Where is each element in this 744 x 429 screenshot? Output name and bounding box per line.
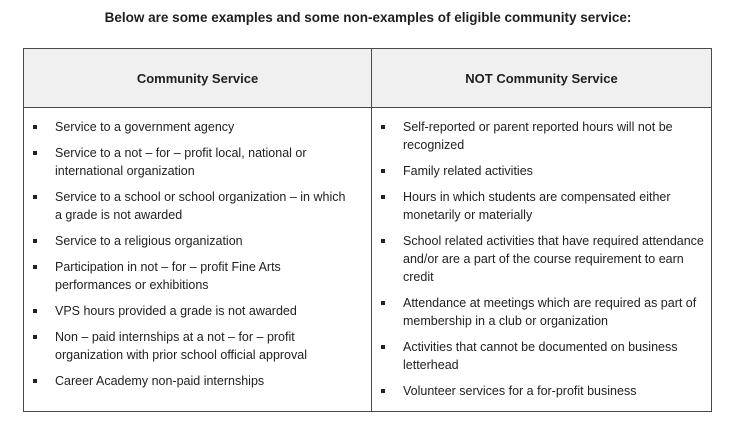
list-item: Service to a religious organization: [24, 232, 354, 250]
list-item: Family related activities: [372, 162, 708, 180]
list-item: Service to a school or school organization – in which a grade is not awarded: [24, 188, 354, 224]
header-divider: [24, 107, 711, 108]
not-community-service-list: [372, 118, 708, 408]
list-item: Self-reported or parent reported hours will not be recognized: [372, 118, 708, 154]
community-service-list: [24, 118, 354, 398]
list-item: Non – paid internships at a not – for – profit organization with prior school official approval: [24, 328, 354, 364]
list-item: Service to a not – for – profit local, national or international organization: [24, 144, 354, 180]
list-item: Participation in not – for – profit Fine Arts performances or exhibitions: [24, 258, 354, 294]
page-heading: Below are some examples and some non-examples of eligible community service:: [104, 10, 632, 25]
header-community-service: Community Service: [24, 49, 371, 107]
list-item: Volunteer services for a for-profit business: [372, 382, 708, 400]
list-item: VPS hours provided a grade is not awarded: [24, 302, 354, 320]
list-item: Activities that cannot be documented on business letterhead: [372, 338, 708, 374]
list-item: Hours in which students are compensated either monetarily or materially: [372, 188, 708, 224]
list-item: Career Academy non-paid internships: [24, 372, 354, 390]
list-item: Attendance at meetings which are required as part of membership in a club or organization: [372, 294, 708, 330]
header-not-community-service: NOT Community Service: [372, 49, 711, 107]
list-item: School related activities that have required attendance and/or are a part of the course requirement to earn credit: [372, 232, 708, 286]
comparison-table: [23, 48, 712, 412]
list-item: Service to a government agency: [24, 118, 354, 136]
